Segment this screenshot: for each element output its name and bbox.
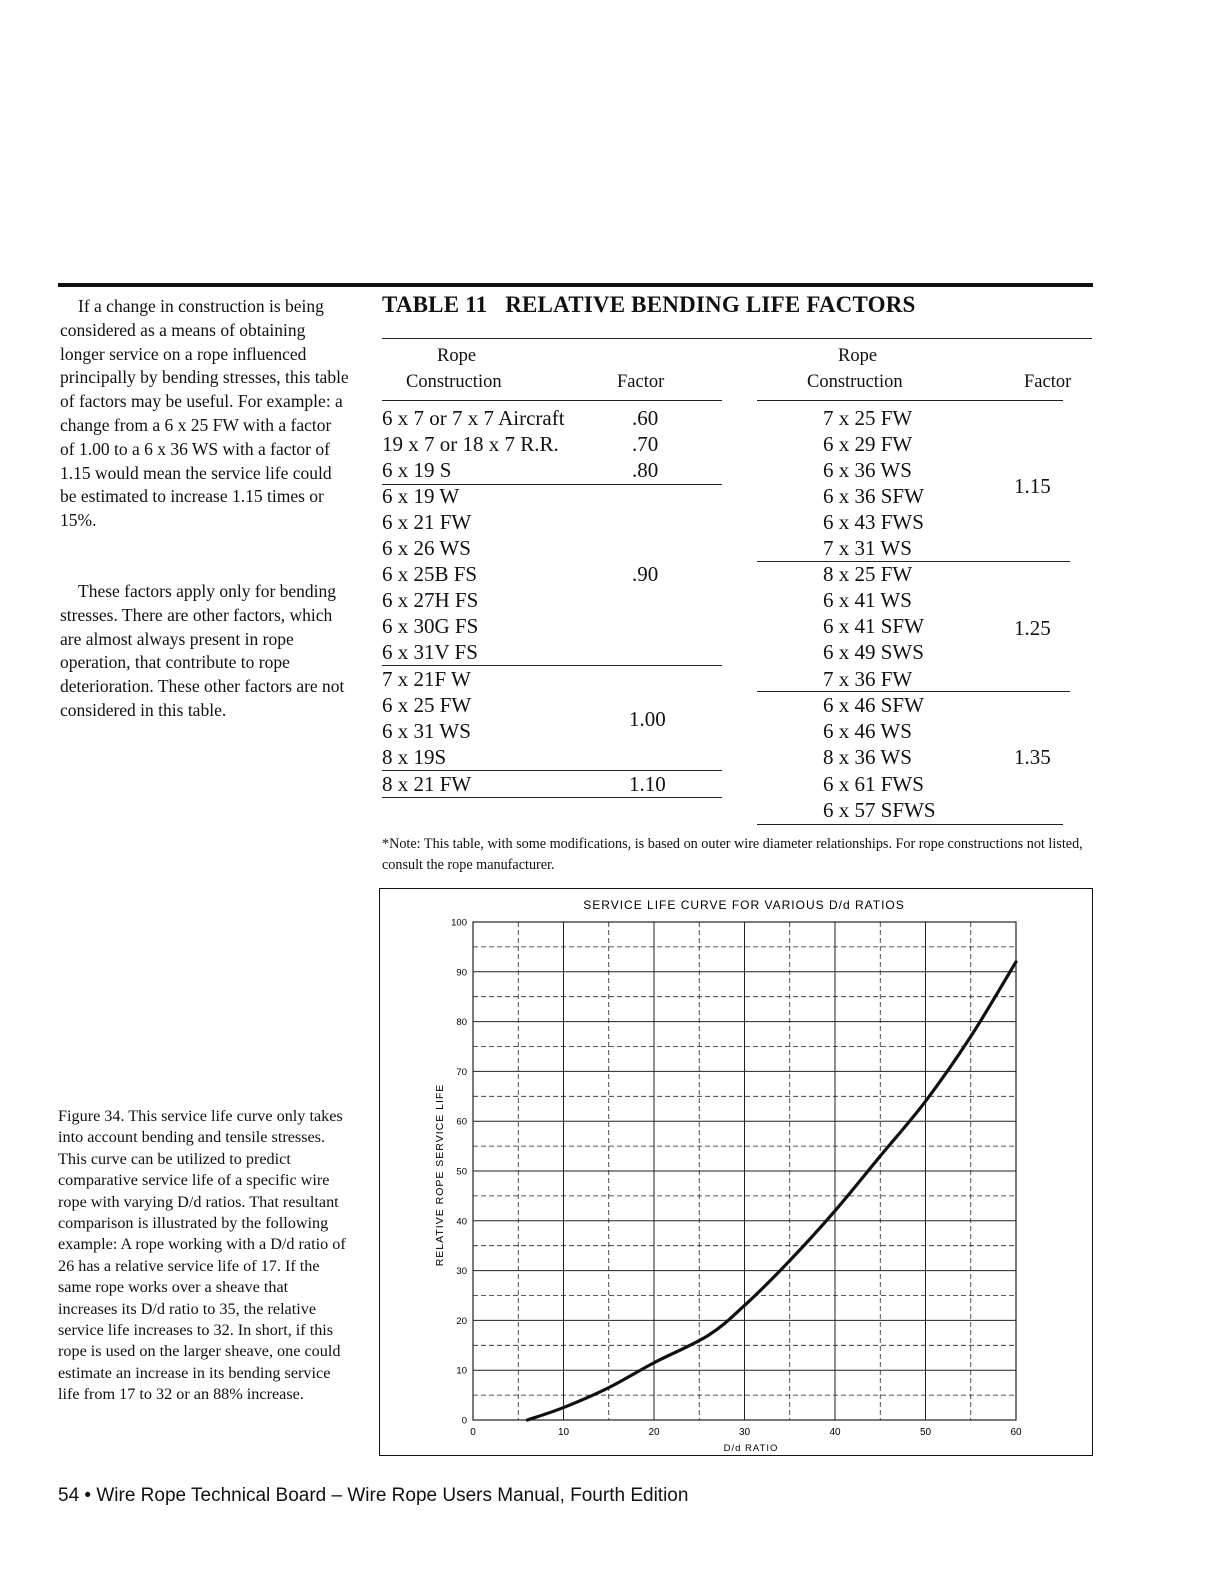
left-row: 6 x 19 W — [382, 484, 460, 508]
y-tick-label: 100 — [451, 917, 467, 929]
y-tick-label: 70 — [456, 1066, 467, 1078]
x-tick-label: 30 — [738, 1427, 751, 1438]
right-row: 6 x 36 SFW — [823, 484, 924, 508]
right-row: 6 x 61 FWS — [823, 772, 924, 796]
left-row: 6 x 25 FW — [382, 693, 472, 717]
right-header-construction: Construction — [807, 372, 903, 392]
right-bottom-rule — [757, 824, 1063, 825]
chart-ticks — [451, 918, 1022, 1439]
y-axis-label: RELATIVE ROPE SERVICE LIFE — [434, 1083, 446, 1267]
left-factor: .60 — [632, 406, 659, 430]
right-factor: 1.15 — [1014, 474, 1051, 498]
right-group-rule — [757, 561, 1070, 562]
left-row: 8 x 21 FW — [382, 772, 472, 796]
left-factor: .70 — [632, 432, 659, 456]
left-row: 8 x 19S — [382, 745, 447, 769]
x-tick-label: 40 — [829, 1427, 841, 1438]
right-row: 6 x 41 SFW — [823, 614, 924, 638]
y-tick-label: 80 — [456, 1017, 467, 1029]
left-row: 6 x 31V FS — [382, 640, 478, 664]
left-header-rule — [382, 400, 722, 401]
y-tick-label: 10 — [456, 1365, 467, 1377]
right-row: 6 x 46 WS — [823, 719, 912, 743]
left-bottom-rule — [382, 797, 722, 798]
chart-canvas — [380, 889, 1094, 1457]
right-header-factor: Factor — [1024, 372, 1072, 392]
left-group-rule — [382, 484, 722, 485]
left-row: 6 x 7 or 7 x 7 Aircraft — [382, 406, 565, 430]
y-tick-label: 40 — [456, 1216, 467, 1228]
y-tick-label: 50 — [456, 1166, 467, 1178]
left-group-rule — [382, 770, 722, 771]
y-tick-label: 30 — [456, 1266, 467, 1278]
figure-caption: Figure 34. This service life curve only takes into account bending and tensile stresses. This curve can be utilized to predict comparative service life of a specific wire rope with varying D/d ratios. That resultant comparison is illustrated by the following example: A rope working with a D/d ratio of 26 has a relative service life of 17. If the same rope works over a sheave that increases its D/d ratio to 35, the relative service life increases to 32. In short, if this rope is used on the larger sheave, one could estimate an increase in its bending service life from 17 to 32 or an 88% increase. — [58, 1107, 346, 1404]
left-row: 6 x 19 S — [382, 458, 452, 482]
right-group-rule — [757, 691, 1070, 692]
left-factor: 1.00 — [629, 707, 666, 731]
right-row: 6 x 57 SFWS — [823, 798, 936, 822]
table-note: *Note: This table, with some modifications, is based on outer wire diameter relationships. For rope constructions not listed, consult the rope manufacturer. — [382, 836, 1083, 873]
page-footer: 54 • Wire Rope Technical Board – Wire Rope Users Manual, Fourth Edition — [58, 1485, 689, 1506]
left-header-factor: Factor — [617, 372, 665, 392]
x-tick-label: 60 — [1010, 1427, 1022, 1438]
right-row: 6 x 36 WS — [823, 458, 912, 482]
left-row: 7 x 21F W — [382, 667, 471, 691]
right-factor: 1.25 — [1014, 616, 1051, 640]
factors-paragraph: These factors apply only for bending stresses. There are other factors, which are almost always present in rope operation, that contribute to rope deterioration. These other factors are not considered in this table. — [60, 581, 345, 720]
left-factor: 1.10 — [629, 772, 666, 796]
y-tick-label: 90 — [456, 967, 467, 979]
left-row: 6 x 21 FW — [382, 510, 472, 534]
left-row: 6 x 25B FS — [382, 562, 478, 586]
y-tick-label: 0 — [461, 1415, 467, 1427]
left-row: 6 x 26 WS — [382, 536, 471, 560]
right-row: 8 x 36 WS — [823, 745, 912, 769]
right-row: 7 x 31 WS — [823, 536, 912, 560]
right-header-rule — [757, 400, 1063, 401]
chart-series — [527, 962, 1016, 1420]
left-row: 6 x 30G FS — [382, 614, 479, 638]
left-row: 6 x 27H FS — [382, 588, 479, 612]
right-factor: 1.35 — [1014, 745, 1051, 769]
left-header-construction: Construction — [406, 372, 502, 392]
service-life-curve — [527, 962, 1016, 1420]
left-factor: .90 — [632, 562, 659, 586]
top-rule — [58, 283, 1093, 287]
x-tick-label: 10 — [557, 1427, 570, 1438]
left-header-rope: Rope — [437, 346, 477, 366]
right-row: 8 x 25 FW — [823, 562, 913, 586]
x-tick-label: 0 — [470, 1427, 476, 1438]
left-factor: .80 — [632, 458, 659, 482]
table-title: TABLE 11 RELATIVE BENDING LIFE FACTORS — [382, 292, 916, 317]
right-row: 6 x 41 WS — [823, 588, 912, 612]
chart-grid — [473, 922, 1016, 1420]
right-header-rope: Rope — [838, 346, 878, 366]
right-row: 6 x 43 FWS — [823, 510, 924, 534]
right-row: 7 x 36 FW — [823, 667, 913, 691]
chart-title: SERVICE LIFE CURVE FOR VARIOUS D/d RATIOS — [583, 898, 905, 912]
x-tick-label: 20 — [648, 1427, 660, 1438]
table-top-rule — [382, 338, 1092, 339]
left-row: 19 x 7 or 18 x 7 R.R. — [382, 432, 559, 456]
x-axis-label: D/d RATIO — [723, 1443, 779, 1454]
y-tick-label: 20 — [456, 1315, 467, 1327]
service-life-chart — [379, 888, 1093, 1456]
left-group-rule — [382, 665, 722, 666]
right-row: 7 x 25 FW — [823, 406, 913, 430]
right-row: 6 x 46 SFW — [823, 693, 924, 717]
left-row: 6 x 31 WS — [382, 719, 471, 743]
x-tick-label: 50 — [919, 1427, 932, 1438]
y-tick-label: 60 — [456, 1116, 467, 1128]
right-row: 6 x 49 SWS — [823, 640, 924, 664]
right-row: 6 x 29 FW — [823, 432, 913, 456]
intro-paragraph: If a change in construction is being considered as a means of obtaining longer service on a rope influenced principally by bending stresses, this table of factors may be useful. For example: a change from a 6 x 25 FW with a factor of 1.00 to a 6 x 36 WS with a factor of 1.15 would mean the service life could be estimated to increase 1.15 times or 15%. — [60, 296, 349, 531]
